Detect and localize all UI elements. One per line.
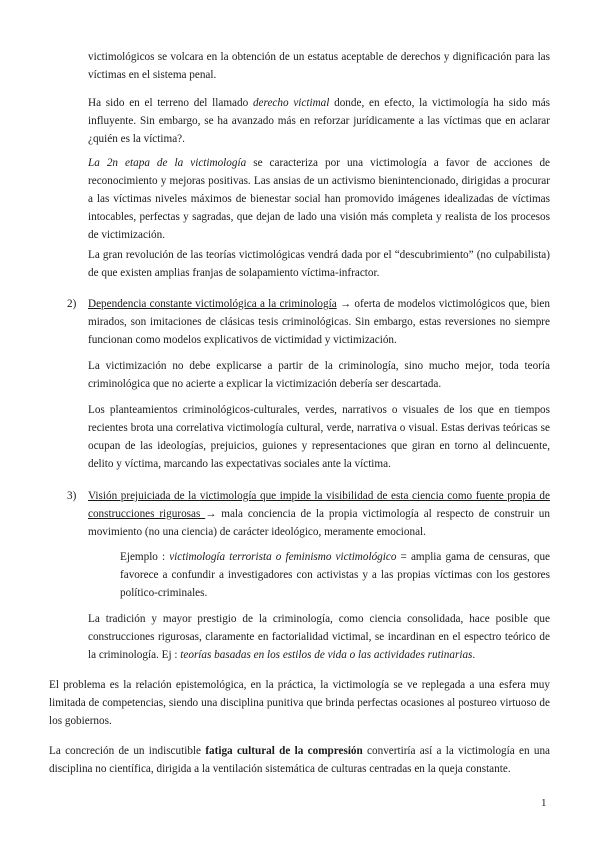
intro-paragraph-4: La gran revolución de las teorías victimológicas vendrá dada por el “descubrimiento” (no culpabilista) de que existen amplias franjas de solapamiento víctima-infractor. xyxy=(88,249,550,279)
emphasis: teorías basadas en los estilos de vida o las actividades rutinarias xyxy=(180,649,473,661)
text: donde, en efecto, la victimología ha sido más influyente. Sin embargo, se ha avanzado más en reforzar jurídicamente a las víctimas que en aclarar ¿quién es la víctima?. xyxy=(88,97,551,145)
bold-term: fatiga cultural de la compresión xyxy=(205,745,363,757)
emphasis: victimología terrorista o feminismo victimológico xyxy=(169,551,397,563)
list-number-2: 2) xyxy=(67,298,77,310)
page-number: 1 xyxy=(541,797,547,809)
text: La concreción de un indiscutible xyxy=(49,745,206,757)
closing-paragraph-2 xyxy=(49,742,550,778)
item3-example xyxy=(120,548,550,602)
list-number-3: 3) xyxy=(67,490,77,502)
text: Ha sido en el terreno del llamado xyxy=(88,97,253,109)
intro-paragraph-1: victimológicos se volcara en la obtención de un estatus aceptable de derechos y dignificación para las víctimas en el sistema penal. xyxy=(88,51,550,81)
emphasis: derecho victimal xyxy=(252,97,330,109)
text: → mala conciencia de la propia victimología al respecto de construir un movimiento (no una ciencia) de carácter ideológico, meramente emocional. xyxy=(88,508,550,538)
item3-title: Visión prejuiciada de la victimología que impide la visibilidad de esta ciencia como fuente propia de construcciones rigurosas xyxy=(88,490,550,520)
item2-title: Dependencia constante victimológica a la criminología xyxy=(88,298,337,310)
item2-paragraph-1 xyxy=(88,295,550,349)
item3-paragraph-1 xyxy=(88,487,550,541)
text: La tradición y mayor prestigio de la criminología, como ciencia consolidada, hace posible que construcciones rigurosas, claramente en factorialidad victimal, se incardinan en el espectro teórico de la criminología. Ej : xyxy=(88,613,550,661)
intro-paragraph-3 xyxy=(88,154,550,244)
emphasis: La 2n etapa de la victimología xyxy=(88,157,247,169)
intro-paragraph-2 xyxy=(88,94,550,148)
item2-paragraph-2: La victimización no debe explicarse a partir de la criminología, sino mucho mejor, toda teoría criminológica que no acierte a explicar la victimización debería ser descartada. xyxy=(88,360,550,390)
text: convertiría así a la victimología en una disciplina no científica, dirigida a la ventilación sistemática de culturas centradas en la queja constante. xyxy=(49,745,551,775)
text: → oferta de modelos victimológicos que, bien mirados, son imitaciones de clásicas tesis criminológicas. Sin embargo, estas reversiones no siempre funcionan como modelos explicativos de victimidad y victimización. xyxy=(88,298,550,346)
text: se caracteriza por una victimología a favor de acciones de reconocimiento y mejoras positivas. Las ansias de un activismo bienintencionado, dirigidas a procurar a las víctimas niveles máximos de bienestar social han promovido imágenes idealizadas de víctimas intocables, perfectas y sagradas, que dejan de lado una visión más completa y realista de los procesos de victimización. xyxy=(88,157,551,241)
text: . xyxy=(472,649,476,661)
item3-paragraph-3 xyxy=(88,610,550,664)
text: Ejemplo : xyxy=(120,551,170,563)
closing-paragraph-1: El problema es la relación epistemológica, en la práctica, la victimología se ve replegada a una esfera muy limitada de competencias, siendo una disciplina punitiva que brinda perfectas ocasiones al postureo virtuoso de los gobiernos. xyxy=(49,679,550,727)
text: = amplia gama de censuras, que favorece a confundir a investigadores con activistas y a las propias víctimas con los gestores político-criminales. xyxy=(120,551,550,599)
item2-paragraph-3: Los planteamientos criminológicos-culturales, verdes, narrativos o visuales de los que en tiempos recientes brota una correlativa victimología cultural, verde, narrativa o visual. Estas derivas teóricas se ocupan de las ideologías, prejuicios, guiones y representaciones que giran en torno al delincuente, delito y víctima, marcando las expectativas sociales ante la víctima. xyxy=(88,404,550,470)
